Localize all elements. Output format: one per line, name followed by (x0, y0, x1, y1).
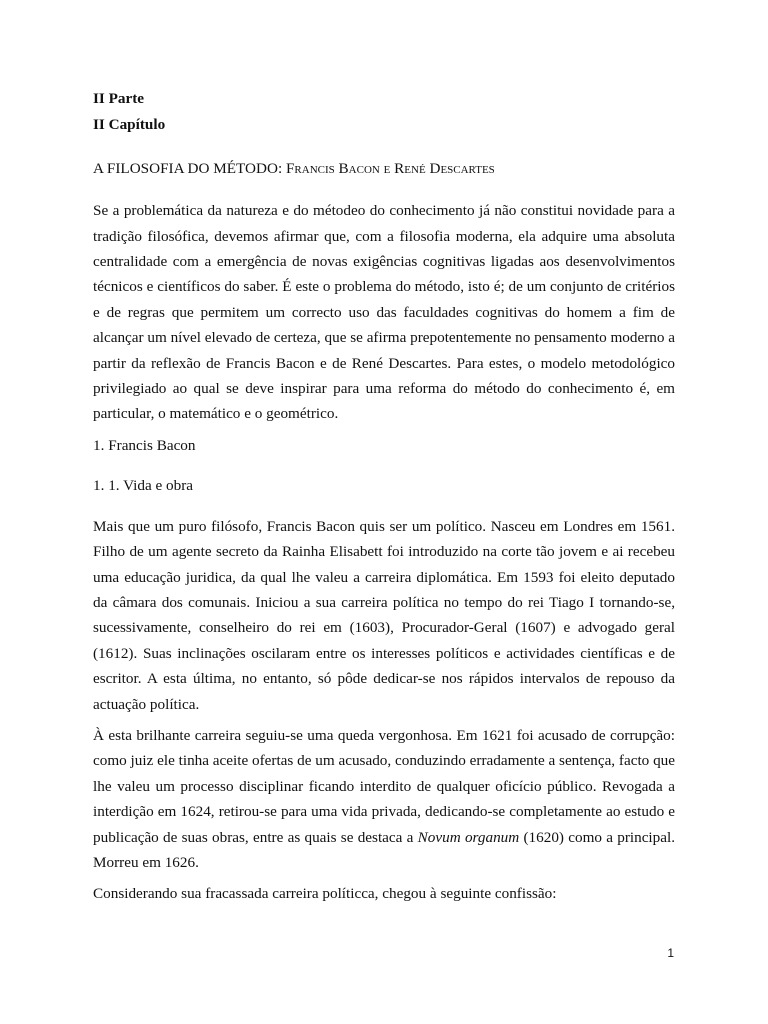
paragraph-life: Mais que um puro filósofo, Francis Bacon quis ser um político. Nasceu em Londres em 1561. Filho de um agente secreto da Rainha Elisabett foi introduzido na corte tão jovem e ai recebeu uma educação juridica, da qual lhe valeu a carreira diplomática. Em 1593 foi eleito deputado da câmara dos comunais. Iniciou a sua carreira política no tempo do rei Tiago I tornando-se, sucessivamente, conselheiro do rei em (1603), Procurador-Geral (1607) e advogado geral (1612). Suas inclinações oscilaram entre os interesses políticos e actividades científicas e de escritor. A esta última, no entanto, só pôde dedicar-se nos rápidos intervalos de repouso da actuação política. (93, 517, 675, 713)
paragraph-fall-text-start: À esta brilhante carreira seguiu-se uma queda vergonhosa. Em 1621 foi acusado de corrupção: como juiz ele tinha aceite ofertas de um acusado, conduzindo erradamente a sentença, facto que lhe valeu um processo disciplinar ficando interdito de qualquer oficício público. Revogada a interdição em 1624, retirou-se para uma vida privada, dedicando-se completamente ao estudo e publicação de suas obras, entre as quais se destaca a (93, 726, 675, 846)
chapter-title (93, 156, 675, 181)
part-heading: II Parte (93, 90, 145, 107)
page-content (93, 86, 675, 907)
paragraph-intro: Se a problemática da natureza e do métodeo do conhecimento já não constitui novidade para a tradição filosófica, devemos afirmar que, com a filosofia moderna, ela adquire uma absoluta centralidade com a emergência de novas exigências cognitivas ligadas aos desenvolvimentos técnicos e científicos do saber. É este o problema do método, isto é; de um conjunto de critérios e de regras que permitem um correcto uso das faculdades cognitivas do homem a fim de alcançar um nível elevado de certeza, que se afirma prepotentemente no pensamento moderno a partir da reflexão de Francis Bacon e de René Descartes. Para estes, o modelo metodológico privilegiado ao qual se deve inspirar para uma reforma do método do conhecimento é, em particular, o matemático e o geométrico. (93, 202, 675, 423)
section-heading: 1. Francis Bacon (93, 436, 196, 454)
paragraph-fall (93, 723, 675, 875)
paragraph-confession: Considerando sua fracassada carreira políticca, chegou à seguinte confissão: (93, 885, 557, 903)
book-title-novum-organum: Novum organum (417, 828, 520, 846)
subsection-heading: 1. 1. Vida e obra (93, 477, 194, 495)
paragraph-fall-text-end: (1620) como a principal. Morreu em 1626. (93, 828, 676, 871)
page-number: 1 (667, 946, 674, 960)
chapter-heading: II Capítulo (93, 116, 166, 134)
chapter-title-main: A FILOSOFIA DO MÉTODO: (93, 159, 286, 177)
chapter-title-subtitle: Francis Bacon e René Descartes (285, 159, 495, 177)
